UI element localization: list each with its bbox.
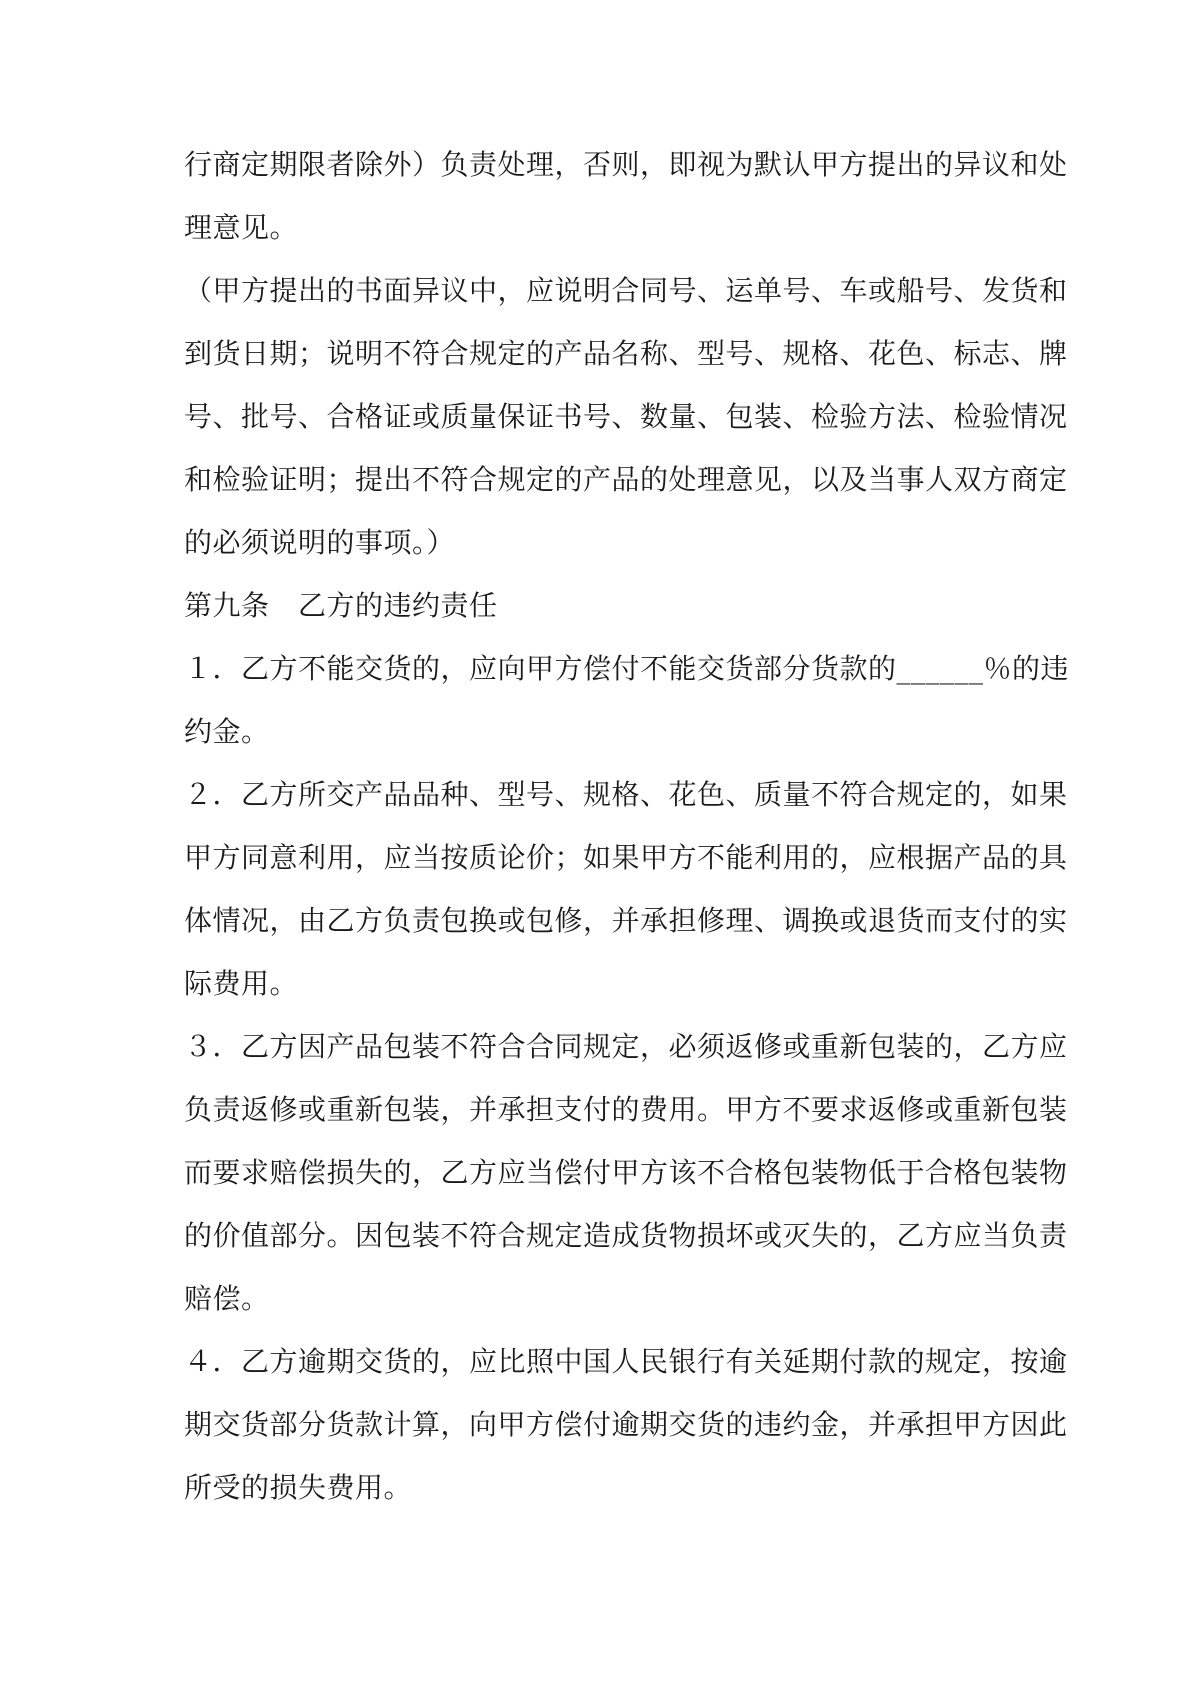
text-line: 和检验证明；提出不符合规定的产品的处理意见，以及当事人双方商定 <box>184 463 1068 496</box>
text-line: 而要求赔偿损失的，乙方应当偿付甲方该不合格包装物低于合格包装物 <box>184 1156 1068 1189</box>
text-line: 行商定期限者除外）负责处理，否则，即视为默认甲方提出的异议和处 <box>184 148 1068 181</box>
article-heading: 第九条 乙方的违约责任 <box>184 589 498 622</box>
text-line: 到货日期；说明不符合规定的产品名称、型号、规格、花色、标志、牌 <box>184 337 1068 370</box>
text-line: 甲方同意利用，应当按质论价；如果甲方不能利用的，应根据产品的具 <box>184 841 1068 874</box>
text-line: １．乙方不能交货的，应向甲方偿付不能交货部分货款的______％的违 <box>184 652 1070 685</box>
text-line: ３．乙方因产品包装不符合合同规定，必须返修或重新包装的，乙方应 <box>184 1030 1068 1063</box>
text-line: 理意见。 <box>184 211 299 244</box>
text-line: 的价值部分。因包装不符合规定造成货物损坏或灭失的，乙方应当负责 <box>184 1219 1068 1252</box>
text-line: 赔偿。 <box>184 1282 270 1315</box>
text-line: 期交货部分货款计算，向甲方偿付逾期交货的违约金，并承担甲方因此 <box>184 1408 1068 1441</box>
document-body <box>184 133 1070 1519</box>
text-line: 所受的损失费用。 <box>184 1471 413 1504</box>
text-line: 体情况，由乙方负责包换或包修，并承担修理、调换或退货而支付的实 <box>184 904 1068 937</box>
text-line: ２．乙方所交产品品种、型号、规格、花色、质量不符合规定的，如果 <box>184 778 1068 811</box>
text-line: 的必须说明的事项。） <box>184 526 456 559</box>
text-line: 际费用。 <box>184 967 299 1000</box>
text-line: 负责返修或重新包装，并承担支付的费用。甲方不要求返修或重新包装 <box>184 1093 1068 1126</box>
text-line: ４．乙方逾期交货的，应比照中国人民银行有关延期付款的规定，按逾 <box>184 1345 1068 1378</box>
text-line: 约金。 <box>184 715 270 748</box>
text-line: 号、批号、合格证或质量保证书号、数量、包装、检验方法、检验情况 <box>184 400 1068 433</box>
text-line: （甲方提出的书面异议中，应说明合同号、运单号、车或船号、发货和 <box>184 274 1068 307</box>
